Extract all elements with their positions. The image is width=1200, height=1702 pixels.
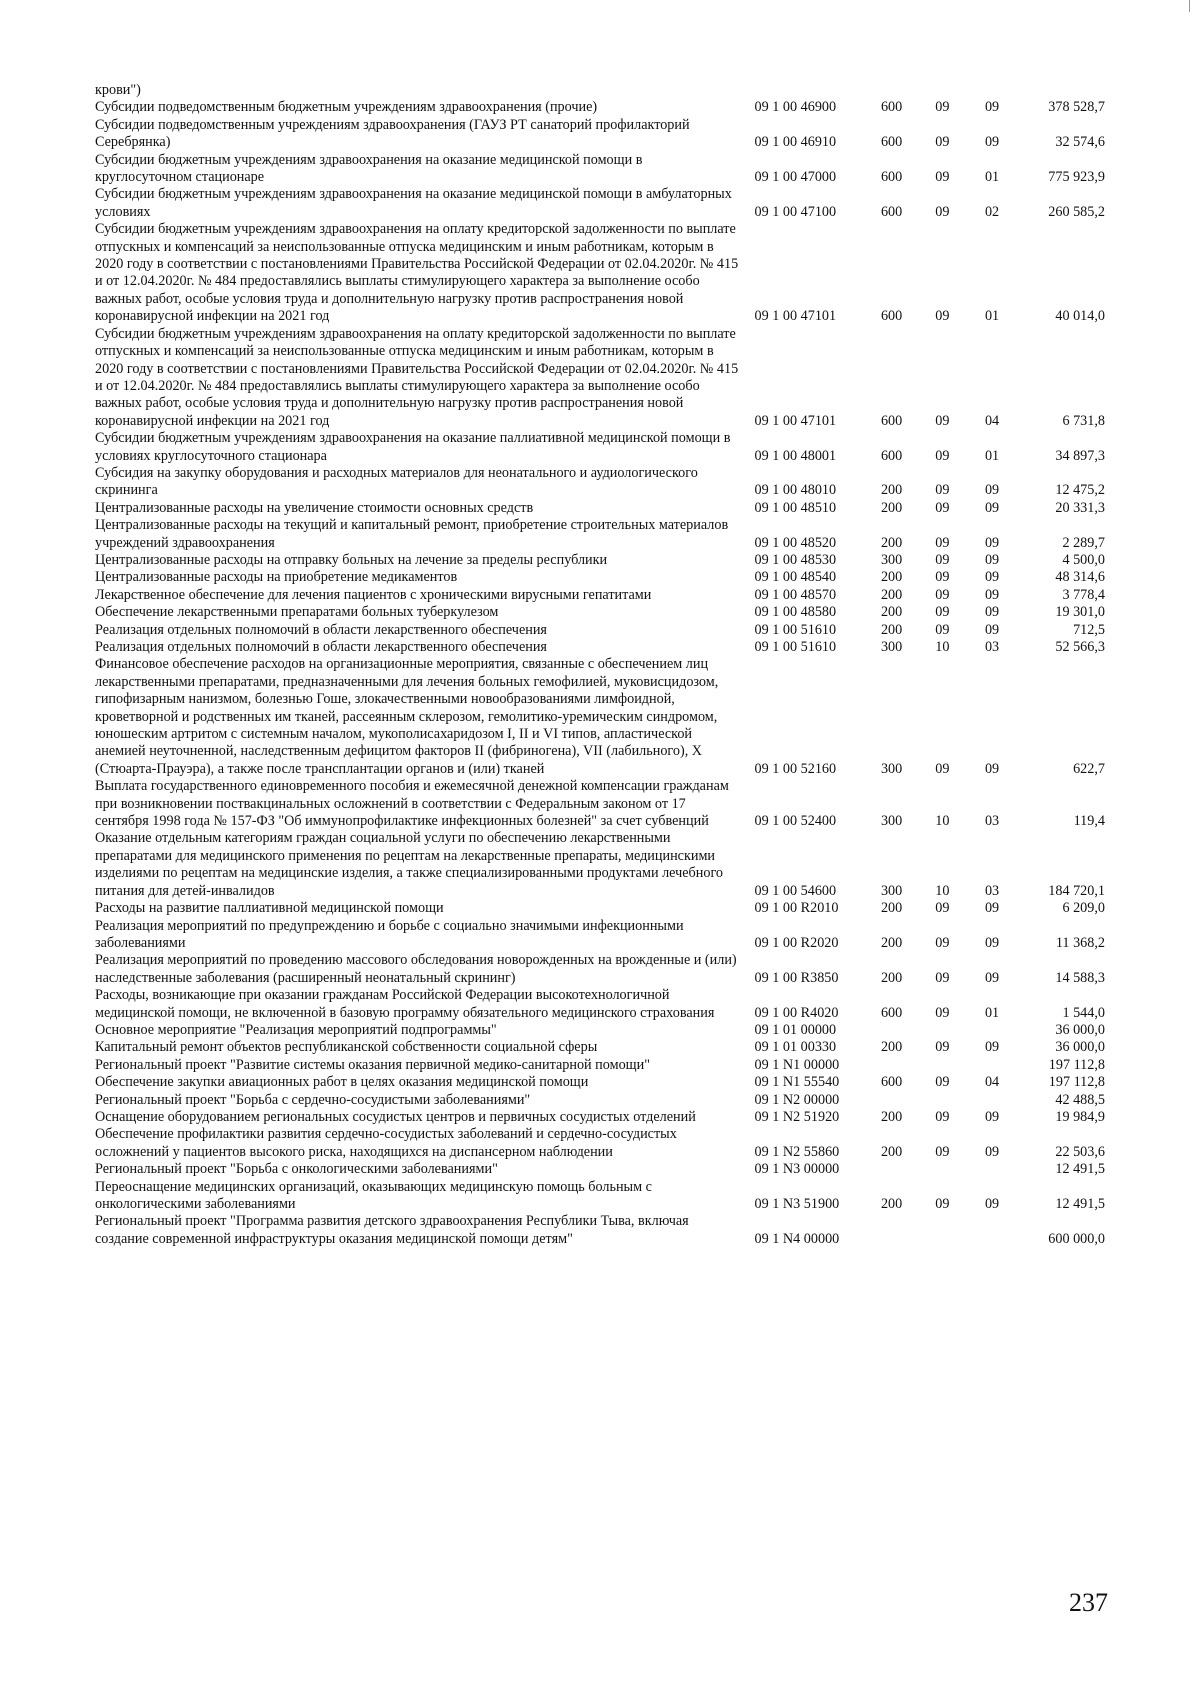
amount: 14 588,3 — [1055, 969, 1105, 986]
expense-type: 200 — [880, 969, 903, 986]
section — [917, 1161, 968, 1178]
row-description: Расходы, возникающие при оказании гражданам Российской Федерации высокотехнологичной медицинской помощи, не включенной в базовую программу обязательного медицинского страхования — [95, 987, 715, 1021]
expense-type: 600 — [880, 169, 903, 186]
section: 09 — [935, 586, 950, 603]
subsection: 01 — [984, 308, 1000, 325]
section: 09 — [935, 1074, 950, 1091]
section: 09 — [935, 760, 950, 777]
subsection: 09 — [984, 760, 1000, 777]
budget-code: 09 1 00 R3850 — [754, 969, 839, 986]
subsection: 02 — [984, 203, 1000, 220]
row-description: Финансовое обеспечение расходов на организационные мероприятия, связанные с обеспечением лиц лекарственными препаратами, предназначенными для лечения больных гемофилией, муковисцидозом, гипофизарным нанизмом, болезнью Гоше, злокачественными новообразованиями лимфоидной, кроветворной и родственных им тканей, рассеянным склерозом, гемолитико-уремическим синдромом, юношеским артритом с системным началом, мукополисахаридозом I, II и VI типов, апластической анемией неуточненной, наследственным дефицитом факторов II (фибриногена), VII (лабильного), X (Стюарта-Прауэра), а также после трансплантации органов и (или) тканей — [95, 656, 719, 777]
section: 09 — [935, 1108, 950, 1125]
page-number: 237 — [1069, 1588, 1108, 1617]
row-description: Субсидия на закупку оборудования и расходных материалов для неонатального и аудиологического скрининга — [95, 464, 698, 499]
budget-code: 09 1 00 48580 — [754, 604, 837, 621]
section: 09 — [935, 551, 950, 568]
budget-code: 09 1 00 47101 — [754, 308, 837, 325]
subsection: 04 — [984, 412, 1000, 429]
table-row — [95, 1057, 1125, 1074]
budget-code: 09 1 00 48520 — [754, 534, 837, 551]
row-description: Капитальный ремонт объектов республиканской собственности социальной сферы — [95, 1039, 598, 1056]
row-description: Региональный проект "Борьба с сердечно-сосудистыми заболеваниями" — [95, 1091, 531, 1108]
amount: 184 720,1 — [1048, 882, 1105, 899]
amount: 12 475,2 — [1055, 482, 1105, 499]
table-row — [95, 1039, 1125, 1056]
amount: 1 544,0 — [1062, 1004, 1105, 1021]
amount: 12 491,5 — [1055, 1196, 1105, 1212]
continuation-row — [95, 82, 1125, 99]
budget-code: 09 1 00 54600 — [754, 882, 837, 899]
table-row — [95, 604, 1125, 621]
section — [917, 1213, 968, 1248]
row-description: Региональный проект "Борьба с онкологическими заболеваниями" — [95, 1161, 498, 1178]
amount: 22 503,6 — [1055, 1143, 1105, 1160]
expense-type: 600 — [880, 203, 903, 220]
table-row — [95, 1074, 1125, 1091]
subsection: 03 — [984, 882, 1000, 899]
section: 10 — [935, 882, 950, 899]
row-description: Реализация мероприятий по проведению массового обследования новорожденных на врожденные и (или) наследственные заболевания (расширенный неонатальный скрининг) — [95, 952, 737, 986]
expense-type: 600 — [880, 308, 903, 325]
subsection — [968, 1022, 1017, 1039]
section: 09 — [935, 169, 950, 186]
amount: 119,4 — [1073, 813, 1105, 830]
amount: 19 301,0 — [1055, 604, 1105, 621]
budget-code: 09 1 00 R2020 — [754, 934, 839, 951]
row-description: Оказание отдельным категориям граждан социальной услуги по обеспечению лекарственными препаратами для медицинского применения по рецептам на лекарственные препараты, медицинскими изделиями по рецептам на медицинские изделия, а также специализированными продуктами лечебного питания для детей-инвалидов — [95, 830, 724, 899]
budget-code: 09 1 N2 51920 — [754, 1108, 840, 1125]
subsection: 09 — [984, 569, 1000, 586]
table-row — [95, 656, 1125, 778]
amount: 12 491,5 — [1055, 1161, 1105, 1178]
section: 09 — [935, 934, 950, 951]
subsection: 03 — [984, 639, 1000, 655]
budget-table-page — [95, 82, 1125, 1248]
row-description: Реализация отдельных полномочий в области лекарственного обеспечения — [95, 639, 547, 655]
amount: 36 000,0 — [1055, 1021, 1105, 1038]
expense-type: 300 — [880, 760, 903, 777]
subsection: 09 — [984, 1039, 1000, 1056]
amount: 378 528,7 — [1048, 99, 1105, 116]
section: 09 — [935, 534, 950, 551]
amount: 42 488,5 — [1055, 1091, 1105, 1108]
budget-code: 09 1 N1 00000 — [754, 1056, 840, 1073]
table-row — [95, 1213, 1125, 1248]
subsection: 09 — [984, 1108, 1000, 1125]
row-description: Субсидии бюджетным учреждениям здравоохранения на оплату кредиторской задолженности по выплате отпускных и компенсаций за неиспользованные отпуска медицинским и иным работникам, которым в 2020 году в соответствии с постановлениями Правительства Российской Федерации от 02.04.2020г. № 415 и от 12.04.2020г. № 484 предоставлялись выплаты стимулирующего характера за выполнение особо важных работ, особые условия труда и дополнительную нагрузку против распространения новой коронавирусной инфекции на 2021 год — [95, 325, 739, 429]
amount: 19 984,9 — [1055, 1108, 1105, 1125]
budget-code: 09 1 N2 55860 — [754, 1143, 840, 1160]
table-row — [95, 326, 1125, 430]
expense-type: 300 — [880, 882, 903, 899]
budget-code: 09 1 N1 55540 — [754, 1074, 840, 1091]
subsection: 09 — [984, 621, 1000, 638]
row-description: Переоснащение медицинских организаций, оказывающих медицинскую помощь больным с онкологическими заболеваниями — [95, 1178, 652, 1212]
section: 10 — [935, 639, 950, 655]
expense-type: 600 — [880, 447, 903, 464]
row-description: Лекарственное обеспечение для лечения пациентов с хроническими вирусными гепатитами — [95, 586, 652, 603]
subsection: 09 — [984, 482, 1000, 499]
amount: 11 368,2 — [1055, 934, 1105, 951]
section: 09 — [935, 969, 950, 986]
budget-code: 09 1 01 00330 — [754, 1039, 837, 1056]
amount: 260 585,2 — [1048, 203, 1105, 220]
budget-code: 09 1 00 46910 — [754, 134, 837, 151]
expense-type: 300 — [880, 551, 903, 568]
table-row — [95, 1022, 1125, 1039]
budget-code: 09 1 N2 00000 — [754, 1091, 840, 1108]
amount: 48 314,6 — [1055, 569, 1105, 586]
subsection — [968, 1092, 1017, 1109]
table-row — [95, 830, 1125, 900]
table-row — [95, 552, 1125, 569]
section: 09 — [935, 482, 950, 499]
table-row — [95, 1109, 1125, 1126]
section: 09 — [935, 1004, 950, 1021]
section: 09 — [935, 203, 950, 220]
budget-code: 09 1 00 48510 — [754, 499, 837, 516]
expense-type: 200 — [880, 586, 903, 603]
section — [917, 1022, 968, 1039]
table-row — [95, 186, 1125, 221]
table-row — [95, 117, 1125, 152]
budget-code: 09 1 00 47100 — [754, 203, 837, 220]
expense-type: 300 — [880, 639, 903, 655]
expense-type: 200 — [880, 1039, 903, 1056]
amount: 712,5 — [1073, 621, 1105, 638]
table-row — [95, 900, 1125, 917]
subsection: 03 — [984, 813, 1000, 830]
section: 09 — [935, 1196, 950, 1212]
row-description: Региональный проект "Развитие системы оказания первичной медико-санитарной помощи" — [95, 1056, 650, 1073]
budget-code: 09 1 00 48001 — [754, 447, 837, 464]
amount: 775 923,9 — [1048, 169, 1105, 186]
continuation-text: крови") — [95, 82, 141, 98]
amount: 197 112,8 — [1048, 1074, 1105, 1091]
budget-code: 09 1 00 47101 — [754, 412, 837, 429]
budget-code: 09 1 00 51610 — [754, 639, 837, 655]
budget-code: 09 1 00 52160 — [754, 760, 837, 777]
subsection: 09 — [984, 900, 1000, 917]
budget-code: 09 1 01 00000 — [754, 1021, 837, 1038]
expense-type: 600 — [880, 134, 903, 151]
section: 09 — [935, 134, 950, 151]
section: 09 — [935, 99, 950, 116]
row-description: Субсидии бюджетным учреждениям здравоохранения на оказание медицинской помощи в амбулаторных условиях — [95, 186, 732, 220]
section — [917, 1092, 968, 1109]
budget-code: 09 1 00 48530 — [754, 551, 837, 568]
section: 09 — [935, 308, 950, 325]
expense-type: 600 — [880, 1074, 903, 1091]
expense-type: 200 — [880, 900, 903, 917]
subsection: 09 — [984, 499, 1000, 516]
expense-type — [866, 1213, 917, 1248]
section: 09 — [935, 604, 950, 621]
budget-code: 09 1 00 46900 — [754, 99, 837, 116]
expense-type: 200 — [880, 1196, 903, 1212]
subsection: 09 — [984, 534, 1000, 551]
subsection — [968, 1213, 1017, 1248]
budget-code: 09 1 N4 00000 — [754, 1230, 840, 1247]
amount: 600 000,0 — [1048, 1230, 1105, 1247]
expense-type: 200 — [880, 569, 903, 586]
table-row — [95, 1092, 1125, 1109]
budget-code: 09 1 00 R4020 — [754, 1004, 839, 1021]
amount: 36 000,0 — [1055, 1039, 1105, 1056]
section: 09 — [935, 412, 950, 429]
expense-type: 200 — [880, 1143, 903, 1160]
amount: 2 289,7 — [1062, 534, 1105, 551]
budget-code: 09 1 00 48010 — [754, 482, 837, 499]
amount: 32 574,6 — [1055, 134, 1105, 151]
subsection: 09 — [984, 134, 1000, 151]
table-row — [95, 778, 1125, 830]
subsection: 09 — [984, 1196, 1000, 1212]
amount: 3 778,4 — [1062, 586, 1105, 603]
section: 09 — [935, 499, 950, 516]
expense-type: 200 — [880, 499, 903, 516]
expense-type — [866, 1092, 917, 1109]
table-row — [95, 987, 1125, 1022]
amount: 20 331,3 — [1055, 499, 1105, 516]
section: 09 — [935, 900, 950, 917]
expense-type — [866, 1022, 917, 1039]
expense-type: 300 — [880, 813, 903, 830]
row-description: Централизованные расходы на текущий и капитальный ремонт, приобретение строительных материалов учреждений здравоохранения — [95, 517, 729, 551]
subsection: 09 — [984, 969, 1000, 986]
row-description: Оснащение оборудованием региональных сосудистых центров и первичных сосудистых отделений — [95, 1108, 696, 1125]
budget-code: 09 1 00 47000 — [754, 169, 837, 186]
table-row — [95, 622, 1125, 639]
subsection: 01 — [984, 447, 1000, 464]
table-row — [95, 465, 1125, 500]
subsection: 09 — [984, 551, 1000, 568]
row-description: Региональный проект "Программа развития детского здравоохранения Республики Тыва, включая создание современной инфраструктуры оказания медицинской помощи детям" — [95, 1213, 689, 1247]
row-description: Централизованные расходы на приобретение медикаментов — [95, 569, 458, 586]
table-row — [95, 1161, 1125, 1178]
amount: 4 500,0 — [1062, 551, 1105, 568]
budget-code: 09 1 00 48540 — [754, 569, 837, 586]
subsection: 09 — [984, 586, 1000, 603]
row-description: Реализация мероприятий по предупреждению и борьбе с социально значимыми инфекционными заболеваниями — [95, 917, 684, 951]
budget-code: 09 1 N3 51900 — [754, 1196, 840, 1212]
amount: 52 566,3 — [1055, 639, 1105, 655]
table-row — [95, 500, 1125, 517]
row-description: Субсидии бюджетным учреждениям здравоохранения на оказание паллиативной медицинской помощи в условиях круглосуточного стационара — [95, 430, 731, 464]
table-row — [95, 1179, 1125, 1214]
expense-type: 200 — [880, 604, 903, 621]
section: 09 — [935, 447, 950, 464]
expense-type — [866, 1057, 917, 1074]
expense-type — [866, 1161, 917, 1178]
amount: 6 731,8 — [1062, 412, 1105, 429]
budget-table-body — [95, 82, 1125, 1248]
table-row — [95, 952, 1125, 987]
table-row — [95, 639, 1125, 656]
table-row — [95, 221, 1125, 325]
subsection: 09 — [984, 934, 1000, 951]
expense-type: 200 — [880, 934, 903, 951]
row-description: Обеспечение лекарственными препаратами больных туберкулезом — [95, 604, 499, 621]
row-description: Субсидии подведомственным бюджетным учреждениям здравоохранения (прочие) — [95, 99, 598, 116]
row-description: Основное мероприятие "Реализация мероприятий подпрограммы" — [95, 1021, 497, 1038]
budget-code: 09 1 N3 00000 — [754, 1161, 840, 1178]
budget-code: 09 1 00 48570 — [754, 586, 837, 603]
row-description: Реализация отдельных полномочий в области лекарственного обеспечения — [95, 621, 547, 638]
subsection: 04 — [984, 1074, 1000, 1091]
row-description: Субсидии подведомственным учреждениям здравоохранения (ГАУЗ РТ санаторий профилакторий Серебрянка) — [95, 116, 690, 151]
amount: 197 112,8 — [1048, 1056, 1105, 1073]
subsection: 09 — [984, 99, 1000, 116]
budget-code: 09 1 00 51610 — [754, 621, 837, 638]
budget-table — [95, 82, 1125, 1248]
amount: 622,7 — [1073, 760, 1105, 777]
table-row — [95, 430, 1125, 465]
row-description: Расходы на развитие паллиативной медицинской помощи — [95, 900, 444, 917]
amount: 34 897,3 — [1055, 447, 1105, 464]
row-description: Выплата государственного единовременного пособия и ежемесячной денежной компенсации гражданам при возникновении поствакцинальных осложнений в соответствии с Федеральным законом от 17 сентября 1998 года № 157-ФЗ "Об иммунопрофилактике инфекционных болезней" за счет субвенций — [95, 778, 729, 830]
row-description: Централизованные расходы на увеличение стоимости основных средств — [95, 499, 534, 516]
amount: 40 014,0 — [1055, 308, 1105, 325]
subsection: 09 — [984, 1143, 1000, 1160]
table-row — [95, 569, 1125, 586]
row-description: Централизованные расходы на отправку больных на лечение за пределы республики — [95, 551, 608, 568]
budget-code: 09 1 00 52400 — [754, 813, 837, 830]
expense-type: 200 — [880, 1108, 903, 1125]
section: 09 — [935, 621, 950, 638]
expense-type: 200 — [880, 534, 903, 551]
table-row — [95, 152, 1125, 187]
section: 10 — [935, 813, 950, 830]
section: 09 — [935, 1039, 950, 1056]
expense-type: 600 — [880, 99, 903, 116]
subsection: 01 — [984, 1004, 1000, 1021]
subsection — [968, 1161, 1017, 1178]
table-row — [95, 1126, 1125, 1161]
subsection: 01 — [984, 169, 1000, 186]
row-description: Обеспечение закупки авиационных работ в целях оказания медицинской помощи — [95, 1074, 589, 1091]
expense-type: 600 — [880, 412, 903, 429]
row-description: Субсидии бюджетным учреждениям здравоохранения на оплату кредиторской задолженности по выплате отпускных и компенсаций за неиспользованные отпуска медицинским и иным работникам, которым в 2020 году в соответствии с постановлениями Правительства Российской Федерации от 02.04.2020г. № 415 и от 12.04.2020г. № 484 предоставлялись выплаты стимулирующего характера за выполнение особо важных работ, особые условия труда и дополнительную нагрузку против распространения новой коронавирусной инфекции на 2021 год — [95, 221, 739, 325]
section: 09 — [935, 569, 950, 586]
table-row — [95, 99, 1125, 116]
expense-type: 200 — [880, 482, 903, 499]
table-row — [95, 918, 1125, 953]
row-description: Обеспечение профилактики развития сердечно-сосудистых заболеваний и сердечно-сосудистых осложнений у пациентов высокого риска, находящихся на диспансерном наблюдении — [95, 1126, 677, 1160]
table-row — [95, 587, 1125, 604]
budget-code: 09 1 00 R2010 — [754, 900, 839, 917]
amount: 6 209,0 — [1062, 900, 1105, 917]
subsection: 09 — [984, 604, 1000, 621]
row-description: Субсидии бюджетным учреждениям здравоохранения на оказание медицинской помощи в круглосуточном стационаре — [95, 151, 643, 186]
section — [917, 1057, 968, 1074]
subsection — [968, 1057, 1017, 1074]
expense-type: 600 — [880, 1004, 903, 1021]
table-row — [95, 517, 1125, 552]
scan-edge-mark — [1189, 0, 1190, 12]
section: 09 — [935, 1143, 950, 1160]
expense-type: 200 — [880, 621, 903, 638]
